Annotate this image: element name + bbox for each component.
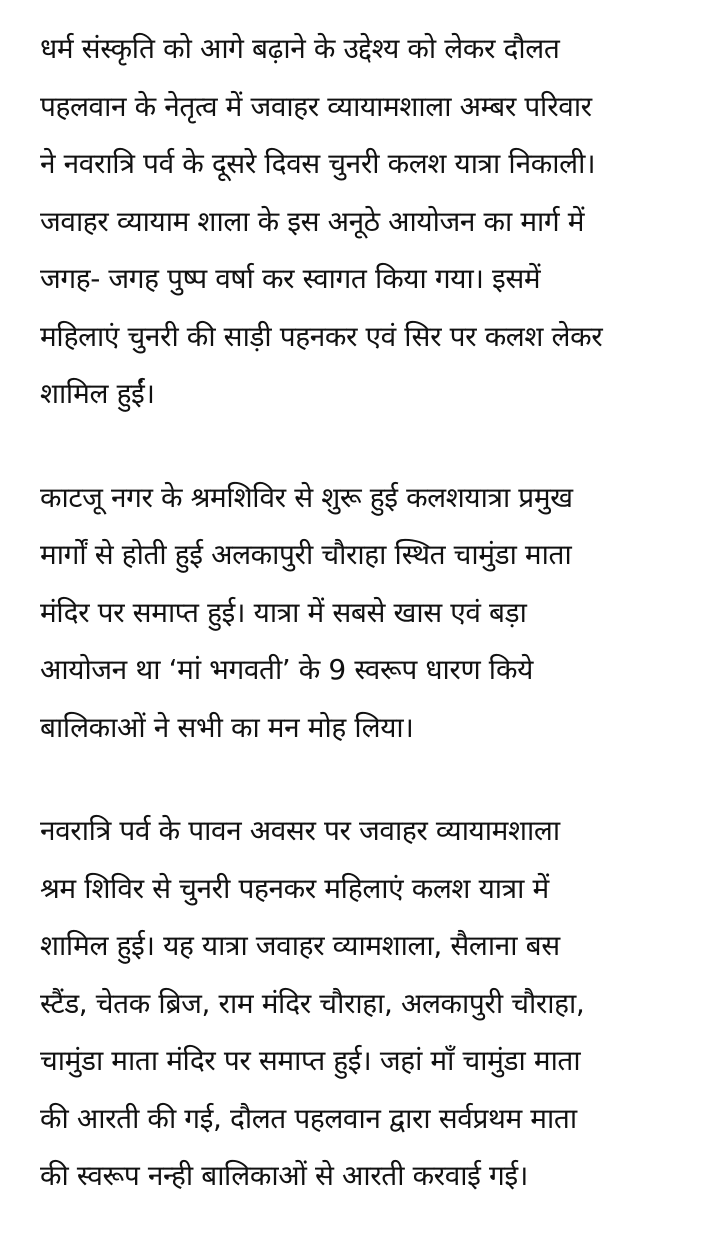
text-line: नवरात्रि पर्व के पावन अवसर पर जवाहर व्यायामशाला bbox=[40, 814, 560, 847]
text-line: की स्वरूप नन्ही बालिकाओं से आरती करवाई गई। bbox=[40, 1159, 528, 1192]
text-line: बालिकाओं ने सभी का मन मोह लिया। bbox=[40, 710, 414, 744]
text-line: मार्गों से होती हुई अलकापुरी चौराहा स्थित चामुंडा माता bbox=[40, 538, 572, 571]
text-line: ने नवरात्रि पर्व के दूसरे दिवस चुनरी कलश यात्रा निकाली। bbox=[40, 147, 596, 180]
text-line: शामिल हुईं। bbox=[40, 377, 155, 410]
text-line: धर्म संस्कृति को आगे बढ़ाने के उद्देश्य को लेकर दौलत bbox=[40, 32, 560, 65]
text-line: आयोजन था ‘मां भगवती’ के 9 स्वरूप धारण किये bbox=[40, 653, 534, 686]
text-line: जवाहर व्यायाम शाला के इस अनूठे आयोजन का मार्ग में bbox=[40, 204, 585, 238]
text-line: स्टैंड, चेतक ब्रिज, राम मंदिर चौराहा, अलकापुरी चौराहा, bbox=[40, 986, 585, 1020]
text-line: श्रम शिविर से चुनरी पहनकर महिलाएं कलश यात्रा में bbox=[40, 871, 549, 905]
text-line: शामिल हुई। यह यात्रा जवाहर व्यामशाला, सैलाना बस bbox=[40, 929, 560, 962]
text-line: महिलाएं चुनरी की साड़ी पहनकर एवं सिर पर कलश लेकर bbox=[40, 319, 603, 353]
paragraph-1 bbox=[40, 20, 686, 423]
text-line: जगह- जगह पुष्प वर्षा कर स्वागत किया गया। इसमें bbox=[40, 262, 541, 295]
text-line: चामुंडा माता मंदिर पर समाप्त हुई। जहां माँ चामुंडा माता bbox=[40, 1044, 581, 1077]
text-line: पहलवान के नेतृत्व में जवाहर व्यायामशाला अम्बर परिवार bbox=[40, 89, 592, 123]
paragraph-2 bbox=[40, 469, 686, 757]
text-line: मंदिर पर समाप्त हुई। यात्रा में सबसे खास एवं बड़ा bbox=[40, 595, 527, 629]
paragraph-3 bbox=[40, 802, 686, 1205]
text-line: काटजू नगर के श्रमशिविर से शुरू हुई कलशयात्रा प्रमुख bbox=[40, 480, 573, 514]
text-line: की आरती की गई, दौलत पहलवान द्वारा सर्वप्रथम माता bbox=[40, 1101, 577, 1135]
